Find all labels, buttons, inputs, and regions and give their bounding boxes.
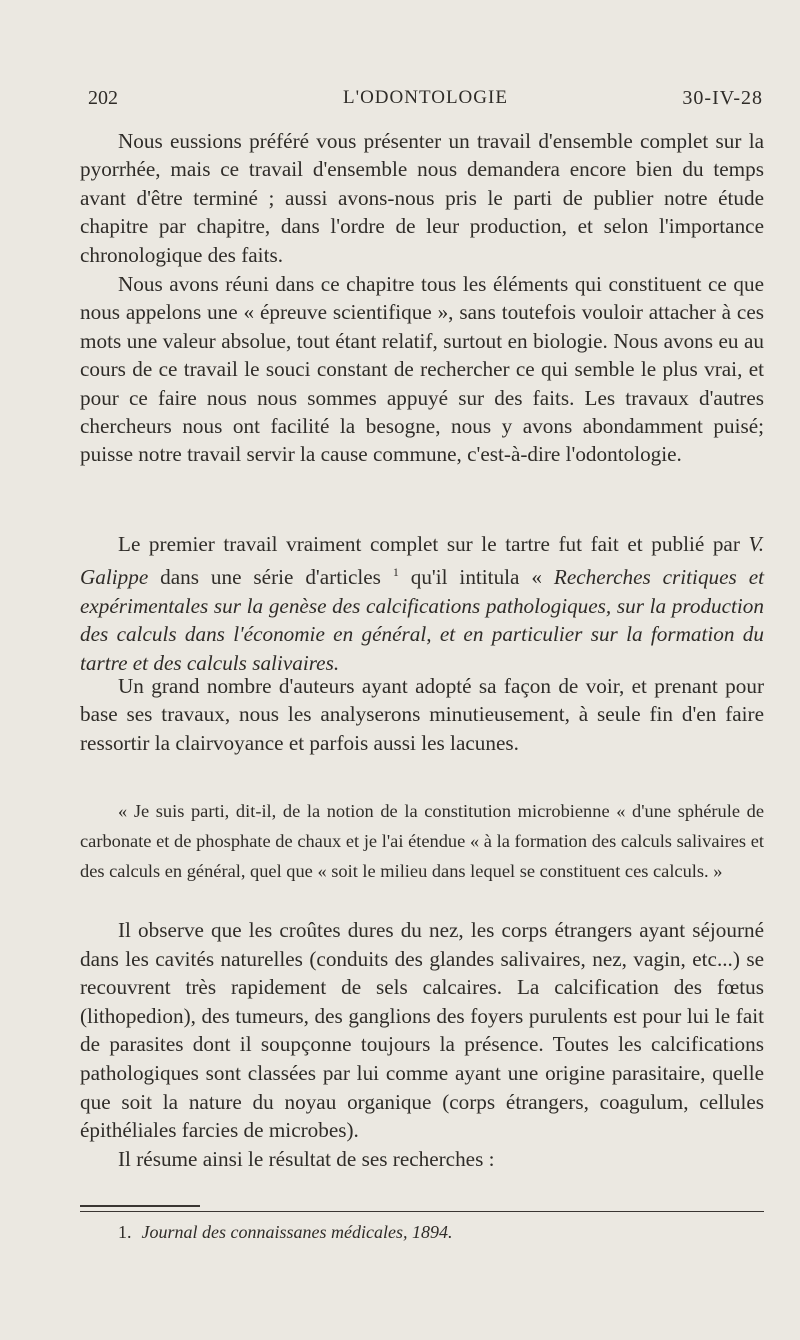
footnote-rule [80,1211,764,1212]
quote-text: « Je suis parti, dit-il, de la notion de la constitution microbienne « d'une sphérule de carbonate et de phosphate de chaux et je l'ai étendue « à la formation des calculs salivaires et des calculs en général, quel que « soit le milieu dans lequel se constituent ces calculs. » [80,801,764,881]
paragraph-3 [80,530,764,677]
issue-date: 30-IV-28 [682,87,763,109]
footnote-rule-short [80,1205,200,1207]
page-header [88,87,763,117]
footnote-reference: 1 [392,565,399,580]
page-number: 202 [88,87,118,109]
paragraph-2 [80,270,764,469]
paragraph-text: Nous avons réuni dans ce chapitre tous les éléments qui constituent ce que nous appelons une « épreuve scientifique », sans toutefois vouloir attacher à ces mots une valeur absolue, tout étant relatif, surtout en biologie. Nous avons eu au cours de ce travail le souci constant de rechercher ce qui semble le plus vrai, et pour ce faire nous nous sommes appuyé sur des faits. Les travaux d'autres chercheurs nous ont facilité la besogne, nous y avons abondamment puisé; puisse notre travail servir la cause commune, c'est-à-dire l'odontologie. [80,272,764,467]
footnote [118,1222,452,1243]
paragraph-5-group [80,916,764,1173]
paragraph-1 [80,127,764,269]
article-title: Recherches critiques et expérimentales sur la genèse des calcifications pathologiques, sur la production des calculs dans l'économie en général, et en particulier sur la formation du tartre et des calculs salivaires. [80,565,764,675]
text-run: dans une série d'articles [148,565,393,590]
author-name: V. Galippe [80,532,764,590]
block-quote [80,797,764,886]
footnote-number: 1. [118,1222,132,1242]
paragraph-text [80,530,764,677]
text-run: Le premier travail vraiment complet sur le tartre fut fait et publié par [118,532,749,556]
text-run: qu'il intitula « [398,565,554,590]
paragraph-text: Il observe que les croûtes dures du nez, les corps étrangers ayant séjourné dans les cavités naturelles (conduits des glandes salivaires, nez, vagin, etc...) se recouvrent très rapidement de sels calcaires. La calcification des fœtus (lithopedion), des tumeurs, des ganglions des foyers purulents est pour lui le fait de parasites dont il soupçonne toujours la présence. Toutes les calcifications pathologiques sont classées par lui comme ayant une origine parasitaire, quelle que soit la nature du noyau organique (corps étrangers, coagulum, cellules épithéliales farcies de microbes). [80,918,764,1143]
running-title: L'ODONTOLOGIE [343,87,508,108]
paragraph-text: Nous eussions préféré vous présenter un travail d'ensemble complet sur la pyorrhée, mais ce travail d'ensemble nous demandera encore bien du temps avant d'être terminé ; aussi avons-nous pris le parti de publier notre étude chapitre par chapitre, dans l'ordre de leur production, et selon l'importance chronologique des faits. [80,129,764,267]
paragraph-4 [80,672,764,757]
footnote-text: Journal des connaissanes médicales, 1894. [141,1222,453,1242]
paragraph-text: Un grand nombre d'auteurs ayant adopté sa façon de voir, et prenant pour base ses travaux, nous les analyserons minutieusement, à seule fin d'en faire ressortir la clairvoyance et parfois aussi les lacunes. [80,674,764,755]
paragraph-text: Il résume ainsi le résultat de ses recherches : [118,1146,495,1171]
